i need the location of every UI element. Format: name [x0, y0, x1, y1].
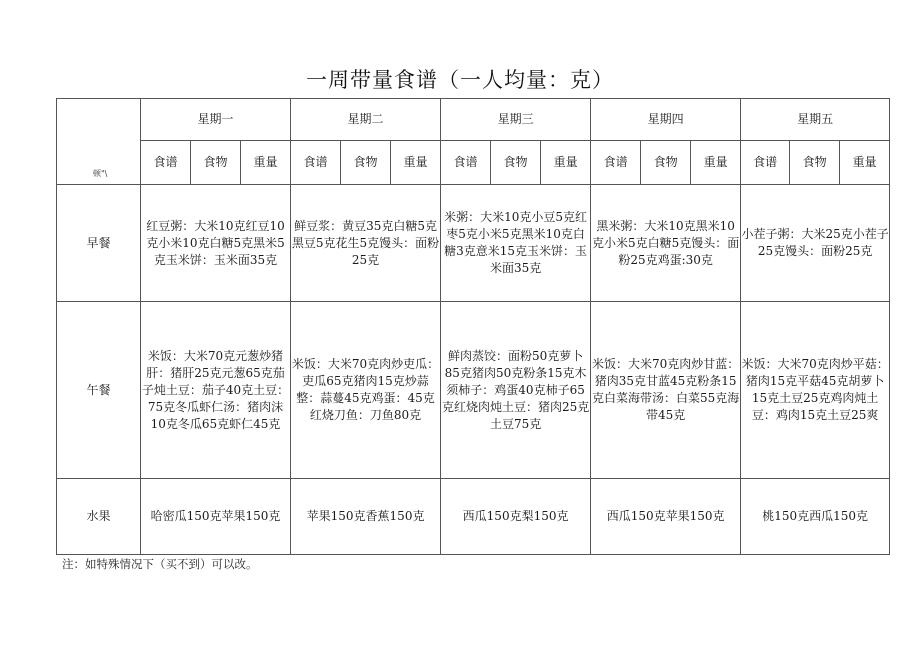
subheader-recipe: 食谱: [741, 141, 790, 185]
day-header-row: [57, 99, 890, 141]
lunch-mon-cell: 米饭：大米70克元葱炒猪肝：猪肝25克元葱65克茄子炖土豆：茄子40克土豆：75克冬瓜虾仁汤：猪肉沫10克冬瓜65克虾仁45克: [141, 302, 291, 479]
day-header-mon: 星期一: [141, 99, 291, 141]
subheader-food: 食物: [191, 141, 241, 185]
breakfast-row: [57, 185, 890, 302]
subheader-weight: 重量: [840, 141, 890, 185]
day-header-tue: 星期二: [291, 99, 441, 141]
lunch-fri-cell: 米饭：大米70克肉炒平菇：猪肉15克平菇45克胡萝卜15克土豆25克鸡肉炖土豆：鸡肉15克土豆25爽: [741, 302, 890, 479]
subheader-food: 食物: [341, 141, 391, 185]
subheader-weight: 重量: [541, 141, 591, 185]
breakfast-thu-cell: 黑米粥：大米10克黑米10克小米5克白糖5克馒头：面粉25克鸡蛋:30克: [591, 185, 741, 302]
subheader-weight: 重量: [391, 141, 441, 185]
subheader-food: 食物: [491, 141, 541, 185]
meal-label-lunch: 午餐: [57, 302, 141, 479]
subheader-food: 食物: [641, 141, 691, 185]
subheader-recipe: 食谱: [441, 141, 491, 185]
meal-label-breakfast: 早餐: [57, 185, 141, 302]
fruit-wed-cell: 西瓜150克梨150克: [441, 479, 591, 555]
fruit-thu-cell: 西瓜150克苹果150克: [591, 479, 741, 555]
fruit-row: [57, 479, 890, 555]
fruit-mon-cell: 哈密瓜150克苹果150克: [141, 479, 291, 555]
day-header-thu: 星期四: [591, 99, 741, 141]
breakfast-wed-cell: 米粥：大米10克小豆5克红枣5克小米5克黑米10克白糖3克意米15克玉米饼：玉米面35克: [441, 185, 591, 302]
fruit-tue-cell: 苹果150克香蕉150克: [291, 479, 441, 555]
corner-mark: 顿"\: [93, 169, 108, 178]
subheader-food: 食物: [790, 141, 840, 185]
subheader-recipe: 食谱: [141, 141, 191, 185]
lunch-wed-cell: 鲜肉蒸饺：面粉50克萝卜85克猪肉50克粉条15克木须柿子：鸡蛋40克柿子65克红烧肉炖土豆：猪肉25克土豆75克: [441, 302, 591, 479]
breakfast-tue-cell: 鲜豆浆：黄豆35克白糖5克黑豆5克花生5克馒头：面粉25克: [291, 185, 441, 302]
day-header-wed: 星期三: [441, 99, 591, 141]
breakfast-mon-cell: 红豆粥：大米10克红豆10克小米10克白糖5克黑米5克玉米饼：玉米面35克: [141, 185, 291, 302]
subheader-weight: 重量: [241, 141, 291, 185]
lunch-row: [57, 302, 890, 479]
page-title: 一周带量食谱（一人均量：克）: [306, 68, 614, 92]
lunch-tue-cell: 米饭：大米70克肉炒吏瓜：吏瓜65克猪肉15克炒蒜整：蒜蔓45克鸡蛋：45克红烧刀鱼：刀鱼80克: [291, 302, 441, 479]
subheader-recipe: 食谱: [591, 141, 641, 185]
subheader-recipe: 食谱: [291, 141, 341, 185]
breakfast-fri-cell: 小茬子粥：大米25克小茬子25克馒头：面粉25克: [741, 185, 890, 302]
day-header-fri: 星期五: [741, 99, 890, 141]
lunch-thu-cell: 米饭：大米70克肉炒甘蓝：猪肉35克甘蓝45克粉条15克白菜海带汤：白菜55克海带45克: [591, 302, 741, 479]
meal-label-fruit: 水果: [57, 479, 141, 555]
fruit-fri-cell: 桃150克西瓜150克: [741, 479, 890, 555]
corner-cell: [57, 99, 141, 185]
subheader-weight: 重量: [691, 141, 741, 185]
footnote: 注：如特殊情况下（买不到）可以改。: [62, 557, 258, 571]
subheader-row: [57, 141, 890, 185]
menu-table: [56, 98, 890, 555]
